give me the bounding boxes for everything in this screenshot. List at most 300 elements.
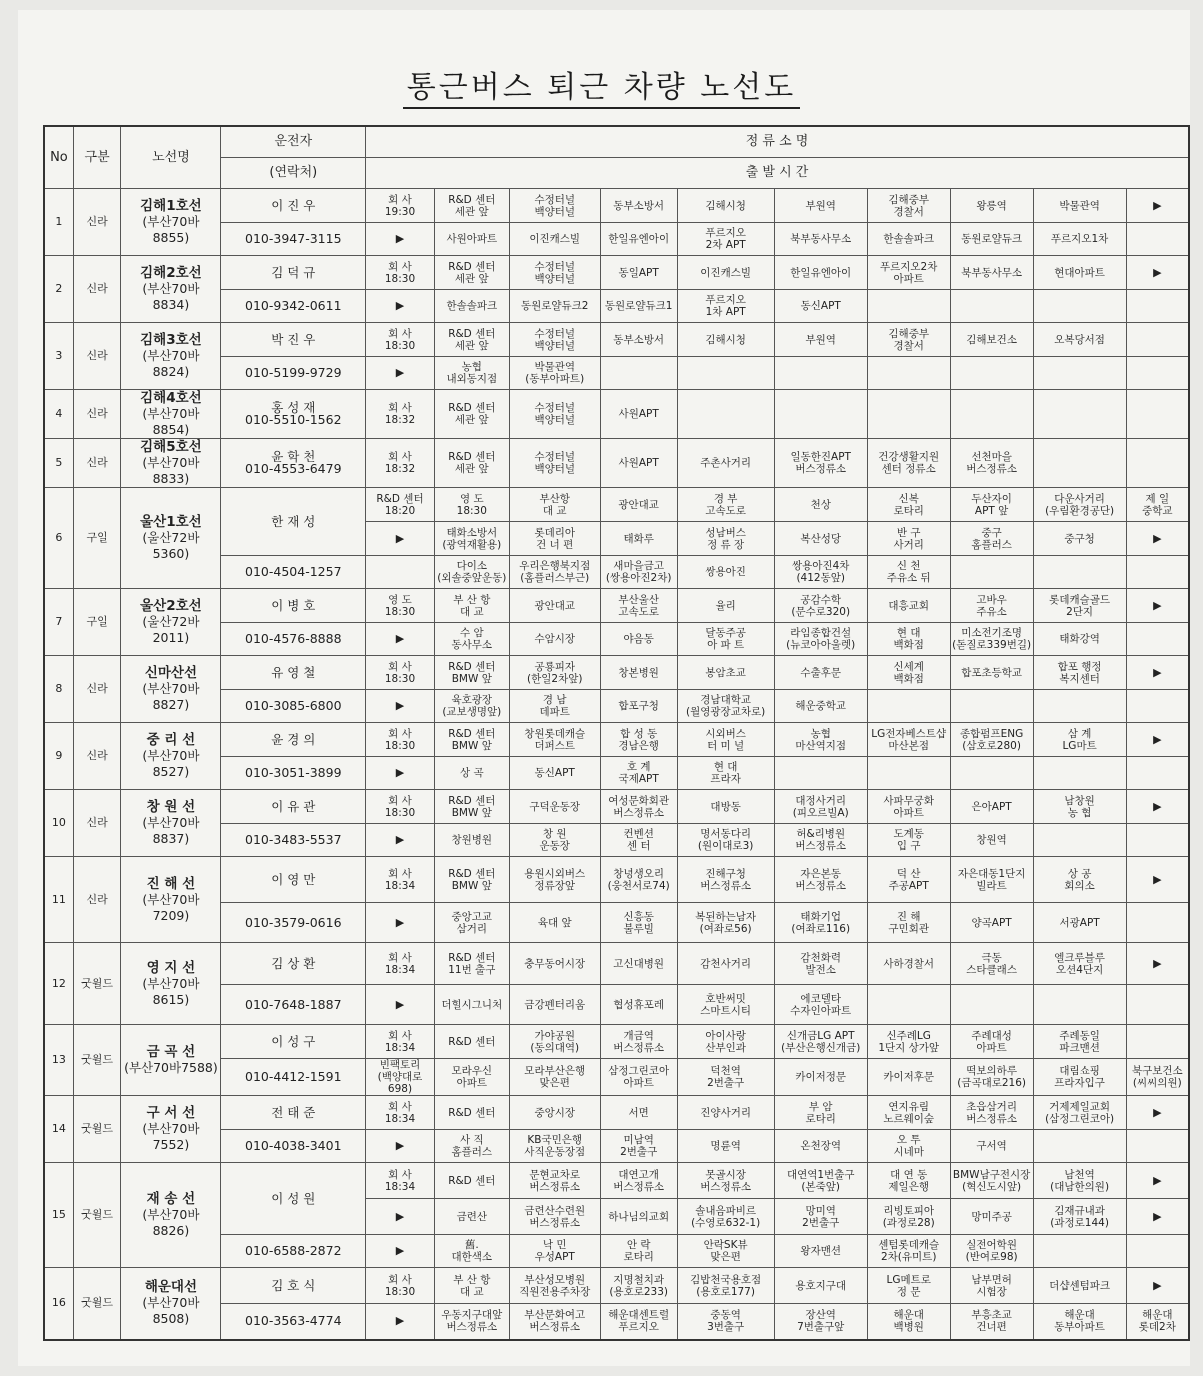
stop-cell [509,985,600,1025]
route-plate: (부산70바 [142,975,200,991]
stop-line: 초읍삼거리 [966,1100,1017,1113]
stop-line: 수정터널 [534,260,576,273]
stop-line: 회 사 [388,727,412,740]
route-gubun: 굿윌드 [73,943,121,1025]
stop-cell [366,1059,435,1096]
stop-line: 태화소방서 [446,526,498,539]
stop-line: 진양사거리 [700,1106,751,1119]
stop-line: 내외동지점 [446,373,498,385]
stop-line: 버스정류소 [613,1180,665,1193]
stop-line: ▶ [1153,198,1162,212]
stop-cell [509,589,600,623]
driver-phone[interactable]: 010-3579-0616 [221,903,366,943]
stop-cell [677,1059,774,1096]
stop-line: 수암시장 [534,633,576,645]
stop-line: 3번출구 [707,1321,745,1334]
stop-line: 부산항 [539,492,570,505]
stop-line: 맞은편 [710,1251,741,1263]
stop-line: 1차 APT [705,306,746,318]
stop-line: 금련산수련원 [524,1204,586,1217]
stop-line: 제일은행 [888,1180,929,1193]
stop-cell [867,589,950,623]
stop-line: 백화점 [893,639,924,651]
stop-cell [867,189,950,223]
stop-line: R&D 센터 [448,660,496,673]
stop-line: 합포 행정 [1057,660,1102,673]
stop-line: 수정터널 [534,451,576,463]
stop-cell [509,556,600,589]
stop-line: 우리은행북지점 [519,560,591,572]
empty-cell [600,357,677,390]
stop-line: 신주례LG [886,1029,931,1042]
empty-cell [1126,1130,1189,1163]
empty-cell [1126,223,1189,256]
stop-line: 부 산 항 [453,593,491,606]
stop-cell [867,824,950,857]
stop-line: 복된하는남자 [695,910,757,923]
route-gubun: 굿윌드 [73,1268,121,1340]
stop-line: 감천화력 [800,951,841,964]
stop-line: ▶ [395,232,405,245]
stop-line: 창원병원 [451,834,493,846]
stop-line: ▶ [395,1314,405,1328]
stop-cell [434,290,509,323]
stop-cell [950,439,1033,488]
stop-cell [509,943,600,985]
stop-line: 박물관역 [1059,199,1100,212]
route-gubun: 신라 [73,390,121,439]
stop-line: 부산울산 [618,593,659,606]
driver-phone[interactable]: 010-3085-6800 [221,690,366,723]
stop-line: 북부동사무소 [790,233,852,245]
stop-cell [509,723,600,757]
stop-line: 11번 출구 [448,963,496,976]
route-plate-number: 7552) [152,1137,190,1152]
driver-phone[interactable]: 010-4553-6479 [245,461,342,476]
stop-cell [867,1235,950,1268]
stop-cell [434,189,509,223]
stop-line: 상 공 [1067,867,1092,880]
stop-cell [867,903,950,943]
stop-cell [774,1130,867,1163]
stop-line: 주유소 [976,605,1007,618]
stop-line: 대 교 [459,605,484,618]
route-row [44,1096,1189,1130]
stop-line: 마산역지점 [795,739,847,752]
empty-cell [1126,323,1189,357]
stop-line: 현대아파트 [1054,266,1105,279]
stop-cell [950,1268,1033,1304]
stop-line: 북구보건소 [1131,1065,1183,1077]
driver-phone[interactable]: 010-5199-9729 [221,357,366,390]
stop-line: 동신APT [534,767,575,779]
arrow-icon [1126,1096,1189,1130]
stop-cell [1033,223,1126,256]
driver-phone[interactable]: 010-5510-1562 [245,412,342,427]
stop-line: 컨벤션 [623,828,654,840]
route-name-cell [121,943,221,1025]
stop-line: 부흥초교 [971,1309,1012,1322]
stop-line: 회 사 [388,867,412,880]
driver-phone[interactable]: 010-3051-3899 [221,757,366,790]
stop-cell [774,985,867,1025]
stop-line: 신세계 [893,660,924,673]
stop-cell [774,488,867,522]
stop-cell [774,1059,867,1096]
stop-line: 해운대 [893,1309,924,1322]
route-plate: (울산72바 [142,614,200,629]
stop-cell [600,390,677,439]
stop-line: 거제제일교회 [1049,1100,1111,1113]
route-plate-number: 8615) [152,991,190,1007]
empty-cell [950,556,1033,589]
stop-line: 구덕운동장 [529,800,581,813]
stop-line: 우동지구대앞 [441,1309,503,1322]
route-plate-number: 8837) [152,831,190,846]
empty-cell [867,757,950,790]
empty-cell [950,985,1033,1025]
stop-line: 현 대 [896,627,921,639]
route-no: 15 [44,1163,73,1268]
driver-phone[interactable]: 010-3563-4774 [221,1304,366,1340]
stop-cell [366,857,435,903]
stop-line: ▶ [1153,531,1162,545]
stop-line: 영 도 [459,492,484,505]
stop-line: 프라자입구 [1054,1077,1105,1089]
stop-cell [434,824,509,857]
stop-line: 중구 [981,526,1002,539]
driver-cell [221,390,366,439]
arrow-icon [1126,656,1189,690]
driver-phone[interactable]: 010-4504-1257 [221,556,366,589]
stop-line: 카이저후문 [883,1071,935,1083]
stop-line: 신복 [898,492,919,505]
stop-cell [1033,903,1126,943]
stop-line: 김해보건소 [966,333,1017,346]
stop-line: 장산역 [805,1309,836,1322]
stop-line: 정 류 장 [707,538,745,551]
stop-line: 감천사거리 [700,957,751,970]
stop-cell [677,790,774,824]
route-gubun: 신라 [73,189,121,256]
header-no: No [44,126,73,189]
stop-cell [600,1096,677,1130]
stop-cell [509,857,600,903]
stop-cell [434,488,509,522]
stop-line: R&D 센터 [448,193,496,206]
stop-line: 경 남 [542,694,567,706]
stop-line: 중구청 [1064,532,1095,545]
stop-cell [677,757,774,790]
stop-line: (외솔중앞운동) [437,572,507,584]
stop-cell [434,1130,509,1163]
stop-cell [600,1304,677,1340]
stop-line: 롯데리아 [534,526,576,539]
stop-line: 야음동 [623,633,654,645]
stop-line: ▶ [1153,872,1162,886]
stop-cell [366,1163,435,1199]
driver-phone[interactable]: 010-3947-3115 [221,223,366,256]
empty-cell [1033,690,1126,723]
stop-cell [1033,1025,1126,1059]
stop-line: 아파트 [456,1077,488,1089]
stop-line: 주례동일 [1059,1029,1100,1042]
stop-line: 18:30 [456,504,487,517]
stop-cell [509,656,600,690]
stop-cell [434,623,509,656]
stop-line: 문현교차로 [529,1168,581,1181]
stop-line: 파크맨션 [1059,1041,1100,1054]
route-no: 4 [44,390,73,439]
stop-line: 김해중부 [888,327,929,340]
stop-line: 수 암 [459,627,484,639]
stop-line: 아파트 [976,1041,1007,1054]
stop-line: 버스정류소 [613,1041,665,1054]
driver-phone[interactable]: 010-7648-1887 [221,985,366,1025]
stop-line: 대연역1번출구 [786,1168,855,1181]
route-no: 7 [44,589,73,656]
empty-cell [1126,357,1189,390]
stop-line: 하나님의교회 [608,1210,670,1223]
route-gubun: 신라 [73,857,121,943]
empty-cell [950,290,1033,323]
stop-line: 삼 계 [1067,727,1092,740]
stop-line: (뉴코아아울렛) [786,639,856,651]
driver-name: 홍 성 재 [271,400,316,415]
stop-line: (대남한의원) [1050,1180,1110,1193]
stop-cell [366,256,435,290]
stop-cell [600,488,677,522]
stop-line: 세관 앞 [454,463,489,475]
stop-cell [774,857,867,903]
stop-line: 더힐시그니처 [441,998,503,1011]
stop-cell [774,556,867,589]
stop-line: R&D 센터 [448,1174,496,1187]
stop-cell [867,522,950,556]
stop-cell [600,903,677,943]
arrow-icon [366,357,435,390]
stop-line: 발전소 [805,963,836,976]
stop-line: 농 협 [1067,806,1092,819]
stop-cell [600,1025,677,1059]
stop-line: 라임종합건설 [790,627,852,639]
header-stops: 정 류 소 명 [366,126,1189,158]
stop-line: R&D 센터 [448,260,496,273]
stop-cell [509,824,600,857]
empty-cell [1033,1130,1126,1163]
stop-line: 18:32 [384,414,416,426]
driver-phone[interactable]: 010-4038-3401 [221,1130,366,1163]
stop-line: 18:34 [384,1112,416,1125]
stop-line: 수정터널 [534,327,576,340]
stop-cell [434,943,509,985]
stop-line: 복산성당 [800,532,841,545]
stop-line: 18:30 [384,272,416,285]
route-row [44,1025,1189,1059]
stop-cell [434,439,509,488]
empty-cell [1033,556,1126,589]
stop-line: (412동앞) [796,572,845,584]
route-gubun: 굿윌드 [73,1163,121,1268]
stop-line: 2차 APT [705,239,746,251]
stop-line: 신 천 [896,560,921,572]
stop-line: ▶ [395,1209,405,1223]
stop-line: BMW 앞 [451,806,492,819]
stop-cell [434,690,509,723]
stop-cell [774,656,867,690]
stop-line: (삼호로280) [962,739,1021,752]
driver-phone[interactable]: 010-9342-0611 [221,290,366,323]
stop-line: 합 성 동 [620,727,658,740]
route-no: 2 [44,256,73,323]
stop-line: (한일2차앞) [527,672,583,685]
stop-line: 舊. [464,1239,479,1251]
stop-line: ▶ [1153,1105,1162,1119]
driver-name: 김 덕 규 [221,256,366,290]
stop-line: 육호광장 [451,694,493,706]
stop-cell [509,1199,600,1235]
route-plate-number: 2011) [152,630,190,645]
route-name: 김해4호선 [140,390,202,406]
stop-line: 남창원 [1064,794,1095,807]
stop-line: 해운대 [1142,1309,1173,1322]
stop-line: ▶ [1153,799,1162,813]
route-row [44,723,1189,757]
driver-name: 박 진 우 [221,323,366,357]
stop-cell [434,723,509,757]
empty-cell [867,390,950,439]
stop-line: (부산은행신개금) [781,1041,861,1054]
route-name: 김해1호선 [140,198,202,214]
driver-phone[interactable]: 010-6588-2872 [221,1235,366,1268]
stop-cell [366,1268,435,1304]
route-name: 중 리 선 [146,732,196,748]
stop-line: ▶ [395,699,405,712]
stop-line: 18:34 [384,1041,416,1054]
stop-cell [774,522,867,556]
stop-cell [677,1130,774,1163]
stop-line: 공룡피자 [534,660,576,673]
stop-line: 18:34 [384,879,416,892]
stop-line: 버스정류소 [446,1321,498,1334]
driver-name: 김 호 식 [221,1268,366,1304]
stop-cell [950,1304,1033,1340]
stop-line: R&D 센터 [448,727,496,740]
stop-cell [434,522,509,556]
stop-cell [1033,790,1126,824]
stop-line: 백양터널 [534,414,576,426]
stop-cell [867,1268,950,1304]
stop-line: 한일유엔아이 [608,233,670,245]
arrow-icon [366,985,435,1025]
driver-phone[interactable]: 010-3483-5537 [221,824,366,857]
stop-cell [677,1163,774,1199]
route-name: 김해2호선 [140,265,202,281]
stop-cell [677,323,774,357]
stop-line: 명서동다리 [700,828,751,840]
stop-line: 협성휴포레 [613,998,665,1011]
stop-line: R&D 센터 [448,1035,496,1048]
stop-line: 정 문 [896,1285,921,1298]
stop-line: 솔내음파비르 [695,1204,757,1217]
driver-phone[interactable]: 010-4412-1591 [221,1059,366,1096]
stop-cell [434,556,509,589]
stop-line: ▶ [1153,265,1162,279]
stop-line: 백병원 [893,1321,924,1334]
stop-line: 백양터널 [534,339,576,352]
stop-cell [677,439,774,488]
stop-cell [677,903,774,943]
stop-line: 진해구청 [705,867,746,880]
stop-line: 온천장역 [800,1140,841,1152]
stop-line: R&D 센터 [376,492,424,505]
route-name: 울산2호선 [140,598,202,614]
route-plate: (부산70바 [142,214,200,229]
empty-cell [774,390,867,439]
stop-line: 연지유림 [888,1100,929,1113]
stop-line: (백양대로698) [377,1071,423,1095]
stop-line: 이진캐스빌 [700,266,751,279]
stop-cell [600,1199,677,1235]
stop-line: 프라자 [710,773,741,785]
stop-cell [677,1235,774,1268]
stop-line: ▶ [1153,1209,1162,1223]
stop-cell [1033,488,1126,522]
arrow-icon [366,290,435,323]
driver-name: 한 재 성 [221,488,366,556]
driver-phone[interactable]: 010-4576-8888 [221,623,366,656]
stop-cell [434,857,509,903]
route-name: 금 곡 선 [146,1044,196,1060]
stop-cell [1033,1268,1126,1304]
stop-line: 오션4단지 [1055,963,1104,976]
stop-cell [434,903,509,943]
empty-cell [1033,1235,1126,1268]
stop-line: 시외버스 [705,727,746,740]
stop-line: 김해시청 [705,199,746,212]
route-row [44,439,1189,488]
stop-cell [774,1268,867,1304]
route-plate: (부산70바 [142,406,200,421]
arrow-icon [1126,790,1189,824]
stop-line: (돋질로339번길) [952,639,1032,651]
stop-line: 직원전용주차장 [519,1285,591,1298]
stop-cell [600,623,677,656]
arrow-icon [366,690,435,723]
stop-line: 엘크루블루 [1054,951,1105,964]
stop-cell [509,790,600,824]
driver-name: 윤 경 의 [221,723,366,757]
stop-cell [950,824,1033,857]
stop-line: 못골시장 [705,1168,746,1181]
stop-cell [677,690,774,723]
stop-line: 18:30 [384,605,416,618]
stop-line: 이진캐스빌 [529,233,581,245]
stop-cell [1033,943,1126,985]
stop-cell [677,985,774,1025]
stop-line: 더샵센텀파크 [1049,1279,1111,1292]
route-plate: (부산70바7588) [124,1060,218,1075]
stop-cell [867,323,950,357]
stop-line: (금곡대로216) [957,1077,1027,1089]
stop-line: 버스정류소 [529,1180,581,1193]
stop-line: 반 구 [896,526,921,539]
stop-line: 해운대센트럴 [608,1309,670,1322]
stop-line: (우림환경공단) [1045,504,1115,517]
driver-name: 이 진 우 [221,189,366,223]
stop-line: 18:30 [384,672,416,685]
stop-line: 센터 정류소 [881,463,936,475]
